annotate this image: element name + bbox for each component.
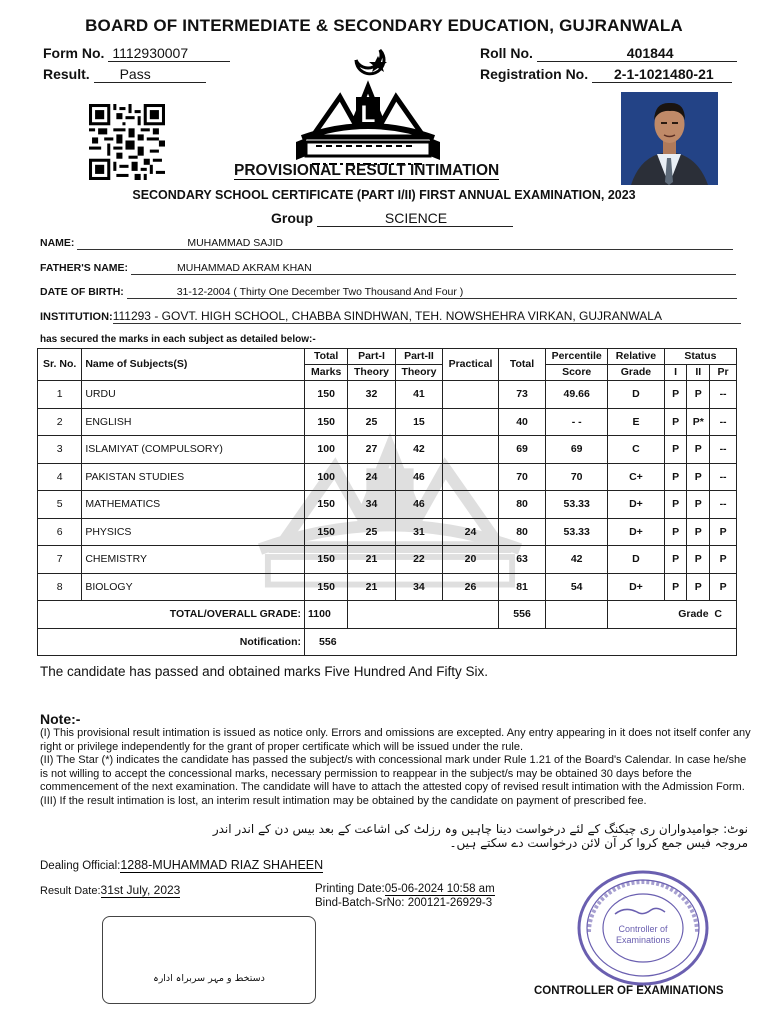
header-relative: Relative (608, 349, 665, 365)
result-date-value: 31st July, 2023 (100, 883, 181, 897)
cell-status-pr: P (710, 573, 737, 601)
result-row (43, 66, 206, 83)
cell-total-marks: 150 (305, 381, 348, 409)
note-body (40, 727, 752, 809)
header-sr: Sr. No. (38, 349, 82, 381)
overall-grade (608, 601, 737, 629)
cell-status-ii: P (687, 381, 710, 409)
cell-percentile: 53.33 (546, 518, 608, 546)
table-intro: has secured the marks in each subject as detailed below:- (40, 334, 316, 345)
seal-line-2: Examinations (615, 935, 671, 945)
cell-part1: 27 (348, 436, 395, 464)
note-item-3: (III) If the result intimation is lost, an interim result intimation may be obtained by the candidate on payment of prescribed fee. (40, 794, 647, 807)
cell-percentile: 70 (546, 463, 608, 491)
cell-total-marks: 150 (305, 573, 348, 601)
cell-total-marks: 150 (305, 491, 348, 519)
result-summary: The candidate has passed and obtained marks Five Hundred And Fifty Six. (40, 664, 489, 679)
cell-total-marks: 100 (305, 463, 348, 491)
board-logo-icon (292, 42, 444, 174)
cell-status-i: P (664, 573, 687, 601)
cell-status-i: P (664, 491, 687, 519)
header-status: Status (664, 349, 736, 365)
cell-sr: 1 (38, 381, 82, 409)
registration-row (480, 66, 732, 83)
result-value: Pass (94, 66, 206, 83)
cell-percentile: 49.66 (546, 381, 608, 409)
institution-row (40, 309, 743, 324)
cell-total: 80 (498, 491, 545, 519)
cell-grade: C+ (608, 463, 665, 491)
form-no-row (43, 45, 230, 62)
stamp-caption: دستخط و مہر سربراہ ادارہ (153, 973, 265, 984)
cell-sr: 3 (38, 436, 82, 464)
cell-percentile: - - (546, 408, 608, 436)
name-value: MUHAMMAD SAJID (77, 237, 733, 250)
controller-title: CONTROLLER OF EXAMINATIONS (534, 985, 724, 997)
group-value: SCIENCE (317, 210, 513, 227)
institution-value: 111293 - GOVT. HIGH SCHOOL, CHABBA SINDHWAN, TEH. NOWSHEHRA VIRKAN, GUJRANWALA (113, 309, 741, 324)
cell-part2: 42 (395, 436, 442, 464)
form-no-label: Form No. (43, 45, 105, 61)
cell-part2: 22 (395, 546, 442, 574)
cell-part1: 32 (348, 381, 395, 409)
cell-status-pr: -- (710, 436, 737, 464)
registration-value: 2-1-1021480-21 (592, 66, 732, 83)
printing-value: 05-06-2024 10:58 am (384, 883, 495, 895)
header-status-pr: Pr (710, 365, 737, 381)
result-date-row (40, 883, 180, 897)
cell-status-pr: -- (710, 381, 737, 409)
cell-part1: 25 (348, 408, 395, 436)
cell-subject: ISLAMIYAT (COMPULSORY) (82, 436, 305, 464)
cell-sr: 6 (38, 518, 82, 546)
cell-status-ii: P* (687, 408, 710, 436)
table-header-row (38, 349, 737, 365)
total-marks-value: 1100 (305, 601, 348, 629)
institution-stamp-box (102, 916, 316, 1004)
cell-grade: D+ (608, 573, 665, 601)
marks-table (37, 348, 737, 656)
header-part2: Part-II (395, 349, 442, 365)
dob-value: 31-12-2004 ( Thirty One December Two Thousand And Four ) (127, 286, 737, 299)
cell-status-pr: -- (710, 491, 737, 519)
dealing-label: Dealing Official: (40, 860, 121, 872)
cell-total: 70 (498, 463, 545, 491)
document-title: PROVISIONAL RESULT INTIMATION (234, 162, 500, 179)
header-total: Total (498, 349, 545, 381)
marks-body (38, 381, 737, 601)
cell-practical: 24 (443, 518, 499, 546)
grade-label: Grade (678, 608, 709, 621)
notification-label: Notification: (38, 628, 305, 656)
cell-part2: 34 (395, 573, 442, 601)
controller-seal-icon (575, 868, 711, 988)
cell-total: 80 (498, 518, 545, 546)
table-row (38, 381, 737, 409)
bind-row (315, 897, 492, 909)
exam-title: SECONDARY SCHOOL CERTIFICATE (PART I/II) FIRST ANNUAL EXAMINATION, 2023 (132, 188, 636, 202)
header-total-marks-2: Marks (305, 365, 348, 381)
cell-status-i: P (664, 546, 687, 574)
cell-status-ii: P (687, 573, 710, 601)
institution-label: INSTITUTION: (40, 311, 113, 323)
cell-status-pr: -- (710, 408, 737, 436)
dealing-row (40, 858, 323, 872)
table-row (38, 408, 737, 436)
cell-total-marks: 150 (305, 546, 348, 574)
name-row (40, 237, 743, 250)
note-item-1: (I) This provisional result intimation is issued as notice only. Errors and omissions are excepted. Any entry appearing in it does not itself confer any right or privilege independently for the grant of proper certificate which will be issued under the rule. (40, 727, 751, 753)
table-row (38, 463, 737, 491)
cell-part1: 25 (348, 518, 395, 546)
father-row (40, 262, 743, 275)
cell-status-pr: -- (710, 463, 737, 491)
header-practical: Practical (443, 349, 499, 381)
cell-status-i: P (664, 436, 687, 464)
cell-total: 81 (498, 573, 545, 601)
cell-practical: 26 (443, 573, 499, 601)
note-heading: Note:- (40, 711, 81, 727)
dealing-value: 1288-MUHAMMAD RIAZ SHAHEEN (120, 858, 324, 872)
result-date-label: Result Date: (40, 885, 101, 897)
cell-grade: D (608, 546, 665, 574)
form-no-value: 1112930007 (108, 45, 230, 62)
header-status-i: I (664, 365, 687, 381)
total-label: TOTAL/OVERALL GRADE: (38, 601, 305, 629)
total-blank-2 (546, 601, 608, 629)
cell-total-marks: 150 (305, 518, 348, 546)
cell-total-marks: 150 (305, 408, 348, 436)
seal-line-1: Controller of (618, 924, 668, 934)
table-row (38, 518, 737, 546)
cell-sr: 5 (38, 491, 82, 519)
cell-part2: 31 (395, 518, 442, 546)
cell-subject: BIOLOGY (82, 573, 305, 601)
board-title: BOARD OF INTERMEDIATE & SECONDARY EDUCATION, GUJRANWALA (85, 16, 683, 35)
result-label: Result. (43, 66, 90, 82)
cell-part1: 34 (348, 491, 395, 519)
group-label: Group (271, 210, 313, 226)
cell-percentile: 53.33 (546, 491, 608, 519)
group-row (271, 210, 513, 227)
cell-part1: 24 (348, 463, 395, 491)
header-part1: Part-I (348, 349, 395, 365)
header-relative-2: Grade (608, 365, 665, 381)
cell-status-i: P (664, 408, 687, 436)
cell-sr: 2 (38, 408, 82, 436)
cell-subject: CHEMISTRY (82, 546, 305, 574)
candidate-photo (621, 92, 718, 185)
cell-part2: 15 (395, 408, 442, 436)
notification-value: 556 (305, 628, 737, 656)
table-row (38, 546, 737, 574)
bind-label: Bind-Batch-SrNo: (315, 897, 405, 909)
cell-grade: E (608, 408, 665, 436)
cell-grade: D (608, 381, 665, 409)
father-value: MUHAMMAD AKRAM KHAN (131, 262, 736, 275)
cell-part1: 21 (348, 573, 395, 601)
cell-status-i: P (664, 518, 687, 546)
table-row (38, 573, 737, 601)
cell-part1: 21 (348, 546, 395, 574)
cell-status-i: P (664, 381, 687, 409)
cell-percentile: 54 (546, 573, 608, 601)
qr-code-icon (89, 104, 165, 180)
header-part2-2: Theory (395, 365, 442, 381)
cell-status-i: P (664, 463, 687, 491)
cell-sr: 8 (38, 573, 82, 601)
cell-status-pr: P (710, 518, 737, 546)
header-status-ii: II (687, 365, 710, 381)
cell-practical (443, 381, 499, 409)
roll-no-value: 401844 (537, 45, 737, 62)
cell-grade: C (608, 436, 665, 464)
header-part1-2: Theory (348, 365, 395, 381)
bind-value: 200121-26929-3 (407, 897, 493, 909)
header-total-marks: Total (305, 349, 348, 365)
cell-grade: D+ (608, 491, 665, 519)
cell-sr: 4 (38, 463, 82, 491)
cell-practical (443, 436, 499, 464)
cell-total: 40 (498, 408, 545, 436)
total-blank (348, 601, 499, 629)
registration-label: Registration No. (480, 66, 589, 82)
cell-total: 69 (498, 436, 545, 464)
cell-subject: ENGLISH (82, 408, 305, 436)
cell-status-ii: P (687, 491, 710, 519)
cell-part2: 46 (395, 463, 442, 491)
cell-total: 63 (498, 546, 545, 574)
cell-subject: URDU (82, 381, 305, 409)
cell-subject: PHYSICS (82, 518, 305, 546)
grade-value: C (714, 608, 722, 621)
roll-no-label: Roll No. (480, 45, 533, 61)
notification-row (38, 628, 737, 656)
cell-status-ii: P (687, 546, 710, 574)
table-row (38, 436, 737, 464)
cell-status-pr: P (710, 546, 737, 574)
name-label: NAME: (40, 237, 75, 249)
header-percentile-2: Score (546, 365, 608, 381)
cell-total: 73 (498, 381, 545, 409)
table-row (38, 491, 737, 519)
cell-part2: 41 (395, 381, 442, 409)
total-row (38, 601, 737, 629)
dob-row (40, 286, 743, 299)
cell-percentile: 69 (546, 436, 608, 464)
roll-no-row (480, 45, 737, 62)
urdu-note: نوٹ: جوامیدواران ری چیکنگ کے لئے درخواست دینا چاہیں وہ رزلٹ کی اشاعت کے بعد بیس دن کے اندر اندر مروجہ فیس جمع کروا کر آن لائن درخواست دے سکتے ہیں۔ (212, 822, 748, 850)
printing-date-row (315, 883, 495, 895)
note-item-2: (II) The Star (*) indicates the candidate has passed the subject/s with concessional mark under Rule 1.21 of the Board's Calendar. In case he/she is not willing to accept the concessional marks, necessary permission to reappear in the subject/s may be obtained 30 days before the commencement of the next examination. The candidate will have to attach the attested copy of revised result intimation with the Admission Form. (40, 754, 747, 794)
cell-practical (443, 491, 499, 519)
cell-part2: 46 (395, 491, 442, 519)
printing-label: Printing Date: (315, 883, 385, 895)
cell-subject: MATHEMATICS (82, 491, 305, 519)
cell-grade: D+ (608, 518, 665, 546)
obtained-total-value: 556 (498, 601, 545, 629)
header-percentile: Percentile (546, 349, 608, 365)
cell-total-marks: 100 (305, 436, 348, 464)
father-label: FATHER'S NAME: (40, 262, 129, 274)
cell-practical: 20 (443, 546, 499, 574)
cell-status-ii: P (687, 436, 710, 464)
dob-label: DATE OF BIRTH: (40, 286, 124, 298)
cell-sr: 7 (38, 546, 82, 574)
svg-text:L: L (360, 101, 376, 128)
cell-practical (443, 408, 499, 436)
cell-subject: PAKISTAN STUDIES (82, 463, 305, 491)
cell-percentile: 42 (546, 546, 608, 574)
cell-status-ii: P (687, 463, 710, 491)
cell-practical (443, 463, 499, 491)
header-subject: Name of Subjects(S) (82, 349, 305, 381)
cell-status-ii: P (687, 518, 710, 546)
